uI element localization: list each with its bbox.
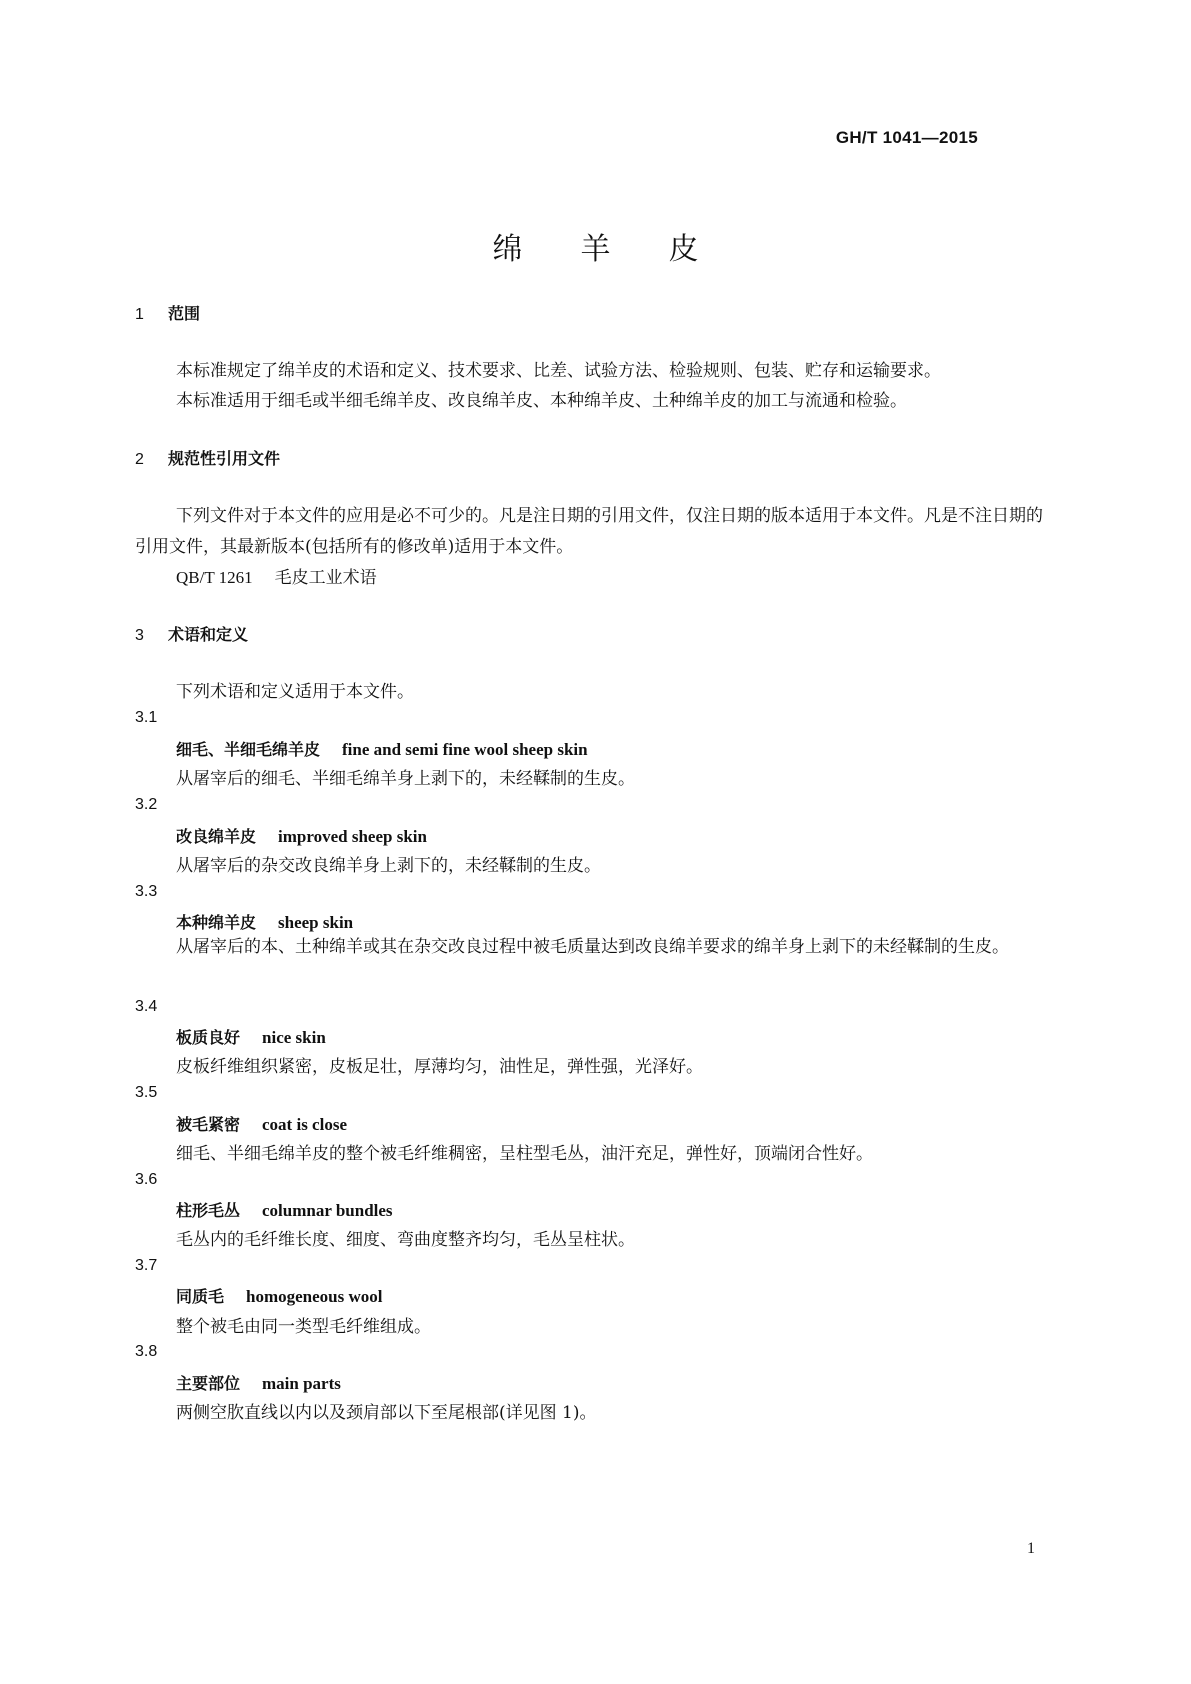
section-heading-terms: [135, 622, 248, 645]
references-paragraph: 下列文件对于本文件的应用是必不可少的。凡是注日期的引用文件，仅注日期的版本适用于本文件。凡是不注日期的引用文件，其最新版本(包括所有的修改单)适用于本文件。: [135, 506, 1043, 557]
section-title: 范围: [168, 304, 201, 323]
term-number: 3.1: [135, 709, 158, 726]
page-number: 1: [1027, 1540, 1035, 1557]
term-definition: 两侧空肷直线以内以及颈肩部以下至尾根部(详见图 1)。: [176, 1403, 597, 1423]
term-number: 3.3: [135, 883, 158, 900]
term-title: [176, 1112, 347, 1135]
term-en: nice skin: [262, 1028, 326, 1047]
term-number: 3.7: [135, 1257, 158, 1274]
section-number: 1: [135, 306, 144, 323]
term-number: 3.2: [135, 796, 158, 813]
term-title: [176, 910, 353, 933]
term-en: homogeneous wool: [246, 1287, 383, 1306]
term-en: fine and semi fine wool sheep skin: [342, 740, 588, 759]
reference-code: QB/T 1261: [176, 568, 253, 587]
term-en: coat is close: [262, 1115, 347, 1134]
standard-code: GH/T 1041—2015: [835, 128, 978, 147]
term-number: 3.8: [135, 1343, 158, 1360]
term-title: [176, 1284, 383, 1307]
term-title: [176, 824, 427, 847]
section-title: 术语和定义: [168, 625, 249, 644]
scope-paragraph: 本标准规定了绵羊皮的术语和定义、技术要求、比差、试验方法、检验规则、包装、贮存和运输要求。: [176, 361, 941, 381]
term-zh: 本种绵羊皮: [176, 913, 257, 932]
term-en: columnar bundles: [262, 1201, 393, 1220]
section-title: 规范性引用文件: [168, 449, 281, 468]
term-title: [176, 1198, 393, 1221]
term-number: 3.5: [135, 1084, 158, 1101]
term-definition: 从屠宰后的细毛、半细毛绵羊身上剥下的，未经鞣制的生皮。: [176, 769, 635, 789]
term-definition: 皮板纤维组织紧密，皮板足壮，厚薄均匀，油性足，弹性强，光泽好。: [176, 1057, 703, 1077]
reference-entry: [176, 563, 377, 588]
term-zh: 改良绵羊皮: [176, 827, 257, 846]
term-en: main parts: [262, 1374, 341, 1393]
terms-intro: 下列术语和定义适用于本文件。: [176, 682, 414, 702]
term-zh: 板质良好: [176, 1028, 241, 1047]
term-zh: 同质毛: [176, 1287, 225, 1306]
term-definition: 从屠宰后的本、土种绵羊或其在杂交改良过程中被毛质量达到改良绵羊要求的绵羊身上剥下的未经鞣制的生皮。: [176, 937, 1009, 957]
term-zh: 被毛紧密: [176, 1115, 241, 1134]
term-zh: 主要部位: [176, 1374, 241, 1393]
scope-paragraph: 本标准适用于细毛或半细毛绵羊皮、改良绵羊皮、本种绵羊皮、土种绵羊皮的加工与流通和检验。: [176, 391, 907, 411]
term-title: [176, 1025, 326, 1048]
term-en: sheep skin: [278, 913, 354, 932]
section-heading-scope: [135, 301, 200, 324]
section-number: 3: [135, 627, 144, 644]
section-number: 2: [135, 451, 144, 468]
reference-title: 毛皮工业术语: [274, 568, 377, 588]
term-zh: 柱形毛丛: [176, 1201, 241, 1220]
term-number: 3.6: [135, 1171, 158, 1188]
term-definition: 毛丛内的毛纤维长度、细度、弯曲度整齐均匀，毛丛呈柱状。: [176, 1230, 635, 1250]
term-title: [176, 737, 588, 760]
term-title: [176, 1371, 341, 1394]
term-number: 3.4: [135, 998, 158, 1015]
term-zh: 细毛、半细毛绵羊皮: [176, 740, 321, 759]
page-title: 绵羊皮: [492, 232, 757, 267]
term-definition: 细毛、半细毛绵羊皮的整个被毛纤维稠密，呈柱型毛丛，油汗充足，弹性好，顶端闭合性好。: [176, 1144, 873, 1164]
term-definition: 从屠宰后的杂交改良绵羊身上剥下的，未经鞣制的生皮。: [176, 856, 601, 876]
term-en: improved sheep skin: [278, 827, 427, 846]
section-heading-normative-references: [135, 446, 280, 469]
term-definition: 整个被毛由同一类型毛纤维组成。: [176, 1317, 431, 1337]
